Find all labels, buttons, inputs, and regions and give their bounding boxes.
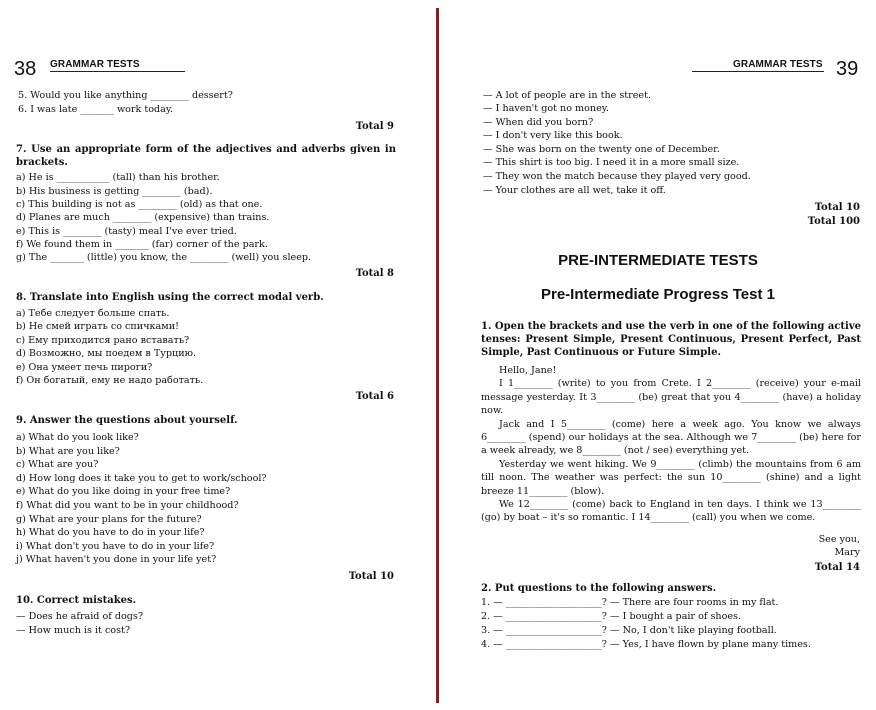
exercise-item: f) We found them in _______ (far) corner of the park. [16,239,268,250]
exercise-item: b) Не смей играть со спичками! [16,321,179,332]
running-head: GRAMMAR TESTS [50,59,140,70]
page-number: 39 [836,58,859,80]
letter-signature: Mary [834,547,860,558]
exercise-item: e) This is ________ (tasty) meal I've ever tried. [16,226,237,237]
exercise-item: — How much is it cost? [16,625,131,636]
answer-item: 3. — ____________________? — No, I don't like playing football. [481,625,777,636]
exercise-item: j) What haven't you done in your life yet? [16,554,217,565]
exercise-item: — Does he afraid of dogs? [16,611,144,622]
exercise-item: b) His business is getting ________ (bad). [16,186,213,197]
exercise-item: f) What did you want to be in your childhood? [16,500,239,511]
test-title: Pre-Intermediate Progress Test 1 [541,286,775,303]
mistake-item: — Your clothes are all wet, take it off. [483,185,666,196]
total-score: Total 6 [355,391,394,402]
section-title: PRE-INTERMEDIATE TESTS [558,252,758,269]
letter-paragraph: We 12________ (come) back to England in ten days. I think we 13________ (go) by boat – it's so romantic. I 14________ (call) you when we come. [481,499,861,524]
letter-sign-off: See you, [818,534,860,545]
letter-paragraph: Jack and I 5________ (come) here a week ago. You know we always 6________ (spend) our holidays at the sea. Although we 7________ (be) here for a week already, we 8________ (not / see) everything yet. [481,418,861,457]
letter-paragraph: Yesterday we went hiking. We 9________ (climb) the mountains from 6 am till noon. The weather was perfect: the sun 10________ (shine) and a light breeze 11________ (blow). [481,458,861,497]
running-head-rule [50,71,185,72]
exercise-item: g) What are your plans for the future? [16,514,202,525]
exercise-item: d) How long does it take you to get to work/school? [16,473,267,484]
page-divider [436,8,439,703]
total-score: Total 8 [355,268,394,279]
exercise-heading: 7. Use an appropriate form of the adjectives and adverbs given in brackets. [16,144,396,168]
mistake-item: — This shirt is too big. I need it in a more small size. [483,157,740,168]
exercise-item: a) What do you look like? [16,432,139,443]
total-score: Total 100 [807,216,860,227]
mistake-item: — I haven't got no money. [483,103,609,114]
exercise-item: e) Она умеет печь пироги? [16,362,153,373]
answer-item: 1. — ____________________? — There are four rooms in my flat. [481,597,779,608]
total-score: Total 10 [814,202,860,213]
mistake-item: — They won the match because they played very good. [483,171,751,182]
letter-paragraph: I 1________ (write) to you from Crete. I 2________ (receive) your e-mail message yesterday. It 3________ (be) great that you 4________ (have) a holiday now. [481,378,861,417]
question-line: 6. I was late _______ work today. [18,104,174,115]
running-head-rule [692,71,824,72]
left-page [0,0,436,710]
answer-item: 4. — ____________________? — Yes, I have flown by plane many times. [481,639,811,650]
exercise-item: h) What do you have to do in your life? [16,527,205,538]
exercise-item: c) This building is not as ________ (old) as that one. [16,199,263,210]
exercise-item: c) Ему приходится рано вставать? [16,335,190,346]
total-score: Total 9 [355,121,394,132]
exercise-item: d) Planes are much ________ (expensive) than trains. [16,212,270,223]
exercise-item: f) Он богатый, ему не надо работать. [16,375,204,386]
mistake-item: — I don't very like this book. [483,130,623,141]
letter-greeting: Hello, Jane! [499,365,557,376]
question-line: 5. Would you like anything ________ dessert? [18,90,233,101]
letter-text [481,364,861,525]
total-score: Total 10 [348,571,394,582]
exercise-item: a) He is ___________ (tall) than his brother. [16,172,220,183]
mistake-item: — When did you born? [483,117,594,128]
exercise-heading: 10. Correct mistakes. [16,595,137,606]
exercise-item: a) Тебе следует больше спать. [16,308,170,319]
exercise-heading: 2. Put questions to the following answers. [481,583,717,594]
answer-item: 2. — ____________________? — I bought a pair of shoes. [481,611,742,622]
exercise-item: c) What are you? [16,459,99,470]
right-page [440,0,876,710]
exercise-heading: 1. Open the brackets and use the verb in one of the following active tenses: Present Simple, Present Continuous, Present Perfect, Past Simple, Past Continuous or Future Simple. [481,321,862,358]
exercise-item: g) The _______ (little) you know, the ________ (well) you sleep. [16,252,312,263]
page-number: 38 [14,58,37,80]
mistake-item: — She was born on the twenty one of December. [483,144,720,155]
exercise-item: b) What are you like? [16,446,120,457]
exercise-item: d) Возможно, мы поедем в Турцию. [16,348,197,359]
exercise-item: e) What do you like doing in your free time? [16,486,231,497]
exercise-heading: 8. Translate into English using the correct modal verb. [16,292,324,303]
running-head: GRAMMAR TESTS [733,59,823,70]
exercise-heading: 9. Answer the questions about yourself. [16,415,238,426]
exercise-item: i) What don't you have to do in your life? [16,541,215,552]
total-score: Total 14 [814,562,860,573]
mistake-item: — A lot of people are in the street. [483,90,651,101]
